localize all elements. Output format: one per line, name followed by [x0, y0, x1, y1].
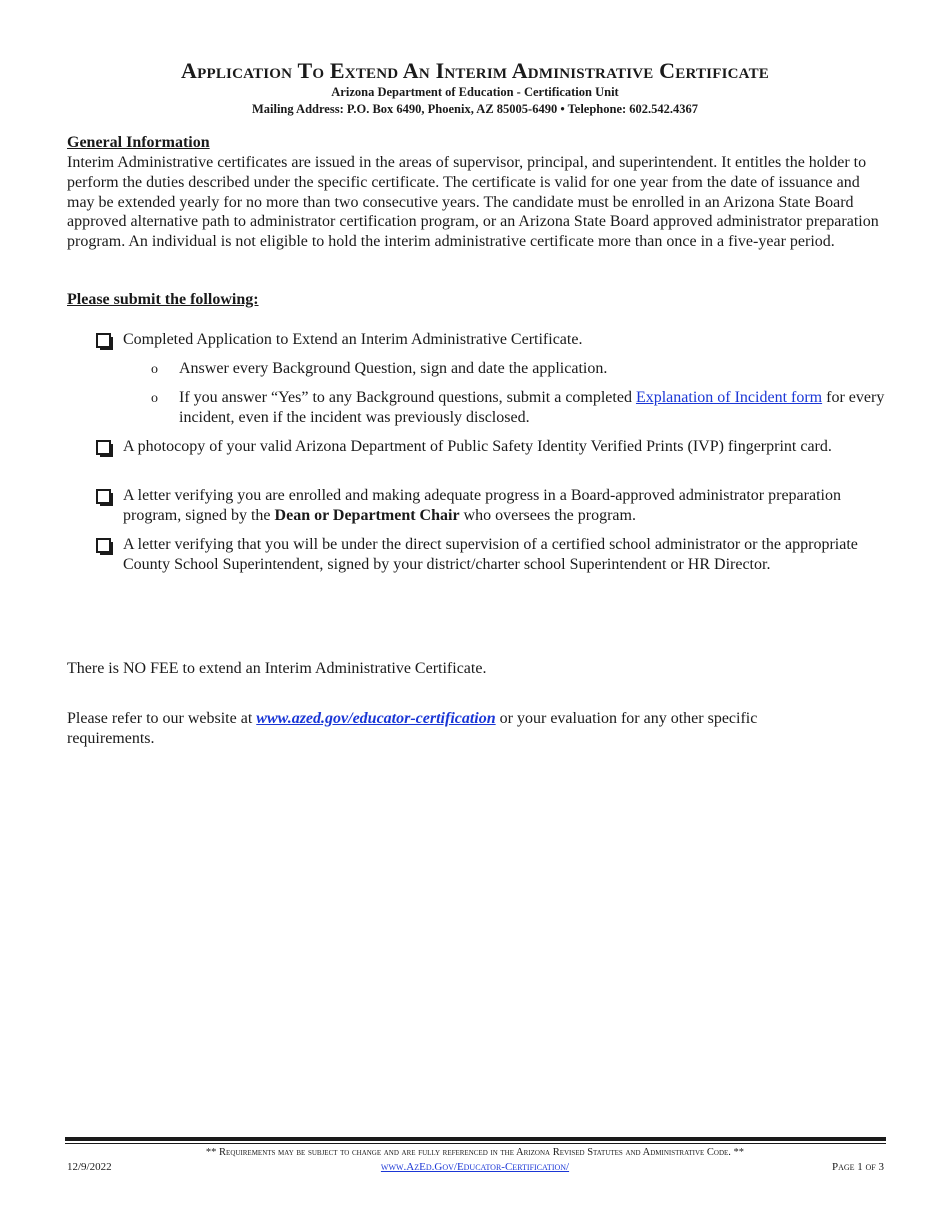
footer-website-link[interactable]: www.AzEd.Gov/Educator-Certification/	[380, 1161, 570, 1173]
agency-name: Arizona Department of Education - Certification Unit	[331, 85, 619, 99]
checkbox-icon	[96, 333, 111, 348]
footer-divider	[65, 1137, 886, 1141]
requirement-item-enrollment-letter: A letter verifying you are enrolled and making adequate progress in a Board-approved administrator preparation program, signed by the Dean or Department Chair who oversees the program.	[123, 487, 841, 524]
fee-statement: There is NO FEE to extend an Interim Administrative Certificate.	[67, 660, 487, 677]
checkbox-icon	[96, 489, 111, 504]
contact-info: Mailing Address: P.O. Box 6490, Phoenix, AZ 85005-6490 • Telephone: 602.542.4367	[251, 102, 699, 116]
requirement-item-application: Completed Application to Extend an Interim Administrative Certificate.	[123, 331, 583, 348]
website-link[interactable]: www.azed.gov/educator-certification	[256, 710, 496, 727]
requirement-subitem-background: Answer every Background Question, sign and date the application.	[179, 360, 608, 377]
footer-disclaimer: ** Requirements may be subject to change and are fully referenced in the Arizona Revised Statutes and Administrative Code. **	[205, 1147, 745, 1158]
footer-date: 12/9/2022	[67, 1161, 112, 1173]
explanation-of-incident-link[interactable]: Explanation of Incident form	[635, 389, 823, 406]
document-title: Application To Extend An Interim Administrative Certificate	[181, 58, 769, 83]
general-info-body: Interim Administrative certificates are issued in the areas of supervisor, principal, and superintendent. It entitles the holder to perform the duties described under the specific certificate. The certificate is valid for one year from the date of issuance and may be extended yearly for no more than two consecutive years. The candidate must be enrolled in an Arizona State Board approved alternative path to administrator certification program, or an Arizona State Board approved administrator preparation program. An individual is not eligible to hold the interim administrative certificate more than once in a five-year period.	[67, 154, 879, 251]
requirement-item-supervision-letter: A letter verifying that you will be under the direct supervision of a certified school administrator or the appropriate County School Superintendent, signed by your district/charter school Superintendent or HR Director.	[123, 536, 858, 573]
page-number: Page 1 of 3	[831, 1161, 884, 1173]
circle-bullet-icon: o	[151, 362, 158, 377]
footer-divider-thin	[65, 1143, 886, 1144]
circle-bullet-icon: o	[151, 391, 158, 406]
requirement-item-fingerprint: A photocopy of your valid Arizona Department of Public Safety Identity Verified Prints (IVP) fingerprint card.	[123, 438, 832, 455]
footer-url-container	[0, 1161, 950, 1173]
submit-heading: Please submit the following:	[67, 291, 259, 308]
general-info-heading: General Information	[67, 134, 210, 151]
website-reference: Please refer to our website at www.azed.gov/educator-certification or your evaluation for any other specific requirements.	[67, 710, 758, 747]
checkbox-icon	[96, 440, 111, 455]
checkbox-icon	[96, 538, 111, 553]
requirement-subitem-incident: If you answer “Yes” to any Background questions, submit a completed Explanation of Incident form for every incident, even if the incident was previously disclosed.	[179, 389, 885, 426]
